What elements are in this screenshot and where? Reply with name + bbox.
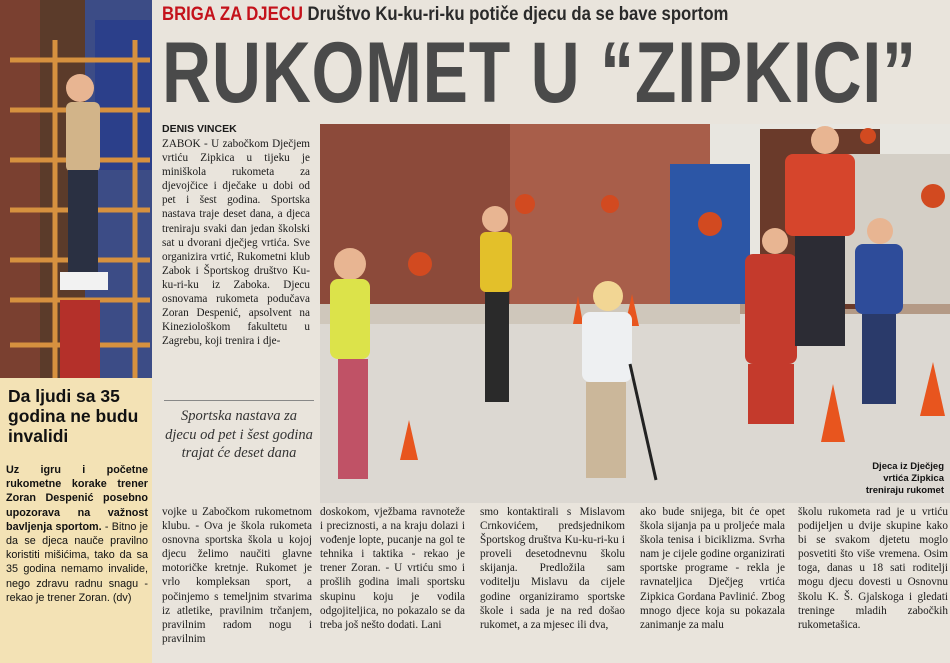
- article-column-5: školu rukometa rad je u vrtiću podijeljen u dvije skupine kako bi se svakom djetetu moglo posvetiti što više vremena. Osim toga, danas u 18 sati roditelji mogu djecu dovesti u Osnovnu školu K. Š. Gjalskoga i gledati treninge mladih zabočkih rukometašica.: [798, 506, 948, 631]
- article-column-2: doskokom, vježbama ravnoteže i preciznosti, a na kraju dolazi i vođenje lopte, pucanje na gol te tehnika i taktika - rekao je trener Zoran. - U vrtiću smo i prošlih godina imali sportsku skupinu koju je vodila odgojiteljica, no pokazalo se da treba još nešto dodati. Lani: [320, 506, 465, 631]
- pull-quote: Sportska nastava za djecu od pet i šest godina trajat će deset dana: [164, 400, 314, 463]
- kicker-subtitle: Društvo Ku-ku-ri-ku potiče djecu da se bave sportom: [307, 4, 729, 25]
- article-column-4: ako bude snijega, bit će opet škola sijanja pa u proljeće mala škola tenisa i biciklizma. Svrha nam je cijele godine organizirati sportske programe - rekla je ravnateljica Dječjeg vrtića Zipkica Gordana Pavlinić. Zbog mnogo djece koja su pokazala zanimanje za malu: [640, 506, 785, 631]
- photo-caption: [866, 461, 944, 497]
- sidebar-box: [0, 378, 152, 663]
- sidebar-body: [6, 463, 148, 605]
- main-photo: [320, 124, 950, 503]
- caption-line-2: vrtića Zipkica: [883, 473, 944, 484]
- section-label: BRIGA ZA DJECU: [162, 4, 303, 25]
- wallbars-photo: [0, 0, 152, 378]
- headline: RUKOMET U “ZIPKICI”: [162, 25, 917, 121]
- kicker: [162, 4, 728, 26]
- sidebar-title: Da ljudi sa 35 godina ne budu invalidi: [8, 386, 139, 446]
- sidebar-lead: Uz igru i početne rukometne korake trener Zoran Despenić posebno upozorava na važnost bavljenja sportom.: [6, 464, 148, 533]
- caption-line-3: treniraju rukomet: [865, 485, 944, 496]
- article-column-3: smo kontaktirali s Mislavom Crnkovićem, predsjednikom Športskog društva Ku-ku-ri-ku i proveli desetodnevnu školu skijanja. Predložila sam voditelju Mislavu da cijele godine organiziramo sportske škole i sada je na red došao rukomet, a za mjesec ili dva,: [480, 506, 625, 631]
- article-column-1-continued: vojke u Zabočkom rukometnom klubu. - Ova je škola rukometa osnovna sportska škola u kojoj djecu želimo naučiti glavne motoričke kretnje. Rukomet je vrlo kompleksan sport, a počinjemo s temeljnim stvarima iz atletike, pravilnim trčanjem, pravilnim radom nogu i pravilnim: [162, 506, 312, 645]
- author-byline: DENIS VINCEK: [162, 123, 237, 135]
- caption-line-1: Djeca iz Dječjeg: [872, 461, 944, 472]
- sidebar-text: - Bitno je da se djeca nauče pravilno koristiti mišićima, tako da sa 35 godina nemamo invalide, nego zdravu radnu snagu - rekao je trener Zoran. (dv): [6, 520, 149, 604]
- article-column-1: ZABOK - U zabočkom Dječjem vrtiću Zipkica u tijeku je miniškola rukometa za djevojčice i dječake u dobi od pet i šest godina. Sportska nastava traje deset dana, a djeca treniraju svaki dan jedan školski sat u dvorani dječjeg vrtića. Sve organizira vrtić, Rukometni klub Zabok i Športskog društvo Ku-ku-ri-ku iz Zaboka. Djecu osnovama rukometa podučava Zoran Despenić, apsolvent na Kineziološkom fakultetu u Zagrebu, koji trenira i dje-: [162, 138, 310, 348]
